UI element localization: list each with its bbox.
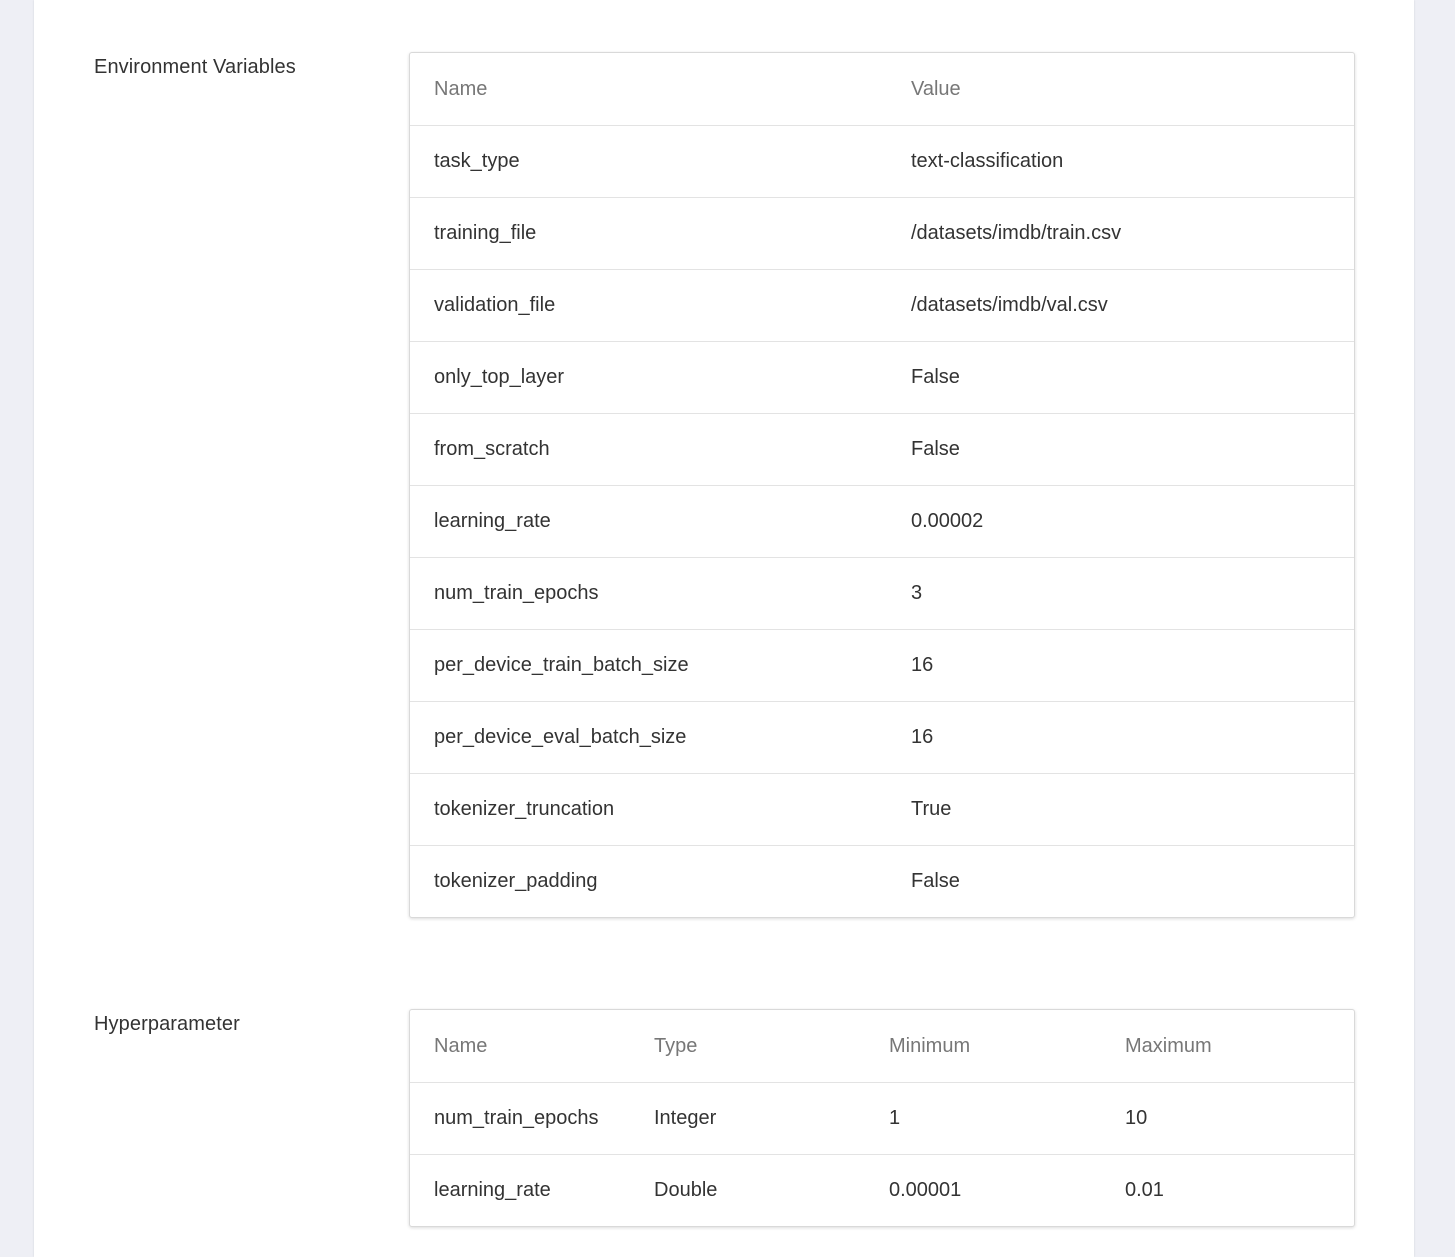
env-var-value: 0.00002 — [887, 486, 1354, 558]
env-var-name: tokenizer_truncation — [410, 774, 887, 846]
hyperparameter-type: Double — [630, 1155, 865, 1227]
env-var-value: True — [887, 774, 1354, 846]
hyperparameter-minimum: 1 — [865, 1083, 1101, 1155]
table-row — [410, 1155, 1354, 1227]
column-header-type: Type — [654, 1034, 698, 1057]
detail-page — [34, 0, 1414, 1257]
env-var-value: /datasets/imdb/val.csv — [887, 270, 1354, 342]
env-var-name: training_file — [410, 198, 887, 270]
hyperparameter-table — [410, 1010, 1354, 1226]
env-var-value: 16 — [887, 630, 1354, 702]
table-row — [410, 342, 1354, 414]
table-row — [410, 630, 1354, 702]
hyperparameter-maximum: 0.01 — [1101, 1155, 1354, 1227]
env-var-value: 3 — [887, 558, 1354, 630]
env-var-value: 16 — [887, 702, 1354, 774]
column-header-name: Name — [434, 1034, 488, 1057]
hyperparameter-label: Hyperparameter — [94, 1013, 240, 1035]
table-row — [410, 774, 1354, 846]
table-row — [410, 198, 1354, 270]
env-var-name: only_top_layer — [410, 342, 887, 414]
table-row — [410, 702, 1354, 774]
env-var-name: per_device_eval_batch_size — [410, 702, 887, 774]
env-var-name: from_scratch — [410, 414, 887, 486]
env-var-name: learning_rate — [410, 486, 887, 558]
table-row — [410, 126, 1354, 198]
table-row — [410, 270, 1354, 342]
env-var-value: False — [887, 414, 1354, 486]
env-var-name: num_train_epochs — [410, 558, 887, 630]
env-var-value: text-classification — [887, 126, 1354, 198]
table-row — [410, 1083, 1354, 1155]
environment-variables-table-card — [409, 52, 1355, 918]
env-var-name: per_device_train_batch_size — [410, 630, 887, 702]
table-row — [410, 846, 1354, 918]
hyperparameter-minimum: 0.00001 — [865, 1155, 1101, 1227]
environment-variables-table — [410, 53, 1354, 917]
env-var-value: /datasets/imdb/train.csv — [887, 198, 1354, 270]
hyperparameter-type: Integer — [630, 1083, 865, 1155]
environment-variables-label: Environment Variables — [94, 56, 296, 78]
env-var-value: False — [887, 846, 1354, 918]
hyperparameter-name: num_train_epochs — [410, 1083, 630, 1155]
table-row — [410, 486, 1354, 558]
table-row — [410, 414, 1354, 486]
column-header-value: Value — [911, 77, 961, 100]
hyperparameter-name: learning_rate — [410, 1155, 630, 1227]
column-header-name: Name — [434, 77, 488, 100]
env-var-value: False — [887, 342, 1354, 414]
table-header-row — [410, 53, 1354, 126]
hyperparameter-maximum: 10 — [1101, 1083, 1354, 1155]
table-header-row — [410, 1010, 1354, 1083]
env-var-name: tokenizer_padding — [410, 846, 887, 918]
table-row — [410, 558, 1354, 630]
column-header-minimum: Minimum — [889, 1034, 971, 1057]
env-var-name: validation_file — [410, 270, 887, 342]
env-var-name: task_type — [410, 126, 887, 198]
column-header-maximum: Maximum — [1125, 1034, 1212, 1057]
hyperparameter-table-card — [409, 1009, 1355, 1227]
